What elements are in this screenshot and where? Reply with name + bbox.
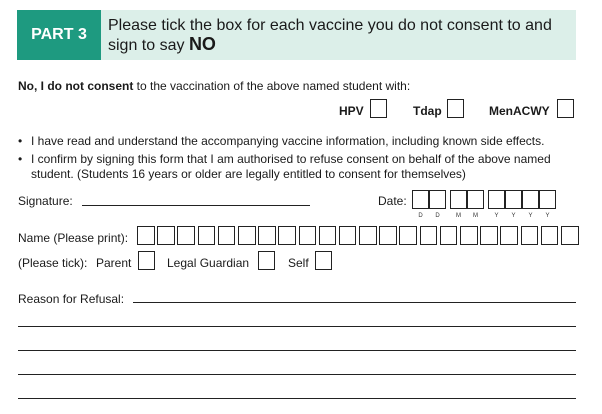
name-char-box[interactable] xyxy=(238,226,256,245)
signature-label: Signature: xyxy=(18,194,73,208)
consent-statement-bold: No, I do not consent xyxy=(18,79,134,93)
name-boxes xyxy=(137,226,579,245)
name-char-box[interactable] xyxy=(137,226,155,245)
name-char-box[interactable] xyxy=(480,226,498,245)
date-box[interactable] xyxy=(539,190,556,209)
date-format-letter: M xyxy=(456,213,461,219)
consent-statement-rest: to the vaccination of the above named student with: xyxy=(133,79,411,93)
name-char-box[interactable] xyxy=(440,226,458,245)
bullet-marker: • xyxy=(18,152,23,166)
signature-line[interactable] xyxy=(82,205,310,206)
date-box[interactable] xyxy=(412,190,429,209)
refusal-label: Reason for Refusal: xyxy=(18,292,125,306)
date-format-letter: Y xyxy=(528,213,533,219)
name-char-box[interactable] xyxy=(420,226,438,245)
date-box[interactable] xyxy=(467,190,484,209)
parent-checkbox[interactable] xyxy=(138,251,155,270)
part-header xyxy=(17,10,576,60)
part-label: PART 3 xyxy=(17,10,101,60)
name-char-box[interactable] xyxy=(339,226,357,245)
date-format-letter: M xyxy=(473,213,478,219)
legal-guardian-checkbox[interactable] xyxy=(258,251,275,270)
date-box[interactable] xyxy=(429,190,446,209)
date-box[interactable] xyxy=(450,190,467,209)
name-char-box[interactable] xyxy=(460,226,478,245)
refusal-line[interactable] xyxy=(18,326,576,327)
date-format-letter: Y xyxy=(545,213,550,219)
refusal-line[interactable] xyxy=(18,350,576,351)
name-char-box[interactable] xyxy=(258,226,276,245)
menacwy-checkbox[interactable] xyxy=(557,99,574,118)
date-box[interactable] xyxy=(522,190,539,209)
name-char-box[interactable] xyxy=(218,226,236,245)
option-label-parent: Parent xyxy=(96,256,132,270)
name-char-box[interactable] xyxy=(299,226,317,245)
date-format-letter: Y xyxy=(494,213,499,219)
vaccine-label-hpv: HPV xyxy=(339,104,364,118)
bullet-text-authority: I confirm by signing this form that I am authorised to refuse consent on behalf of the above named student. (Students 16 years or older are legally entitled to consent for themselves) xyxy=(31,152,551,181)
vaccine-label-menacwy: MenACWY xyxy=(489,104,550,118)
hpv-checkbox[interactable] xyxy=(370,99,387,118)
date-label: Date: xyxy=(378,194,407,208)
name-char-box[interactable] xyxy=(521,226,539,245)
header-instruction xyxy=(108,16,568,55)
date-format-letter: Y xyxy=(511,213,516,219)
name-char-box[interactable] xyxy=(319,226,337,245)
name-char-box[interactable] xyxy=(399,226,417,245)
bullet-marker: • xyxy=(18,134,23,148)
name-char-box[interactable] xyxy=(157,226,175,245)
bullet-text-information: I have read and understand the accompanying vaccine information, including known side effects. xyxy=(31,134,545,148)
self-checkbox[interactable] xyxy=(315,251,332,270)
option-label-self: Self xyxy=(288,256,309,270)
date-boxes xyxy=(412,190,556,209)
instruction-text: Please tick the box for each vaccine you do not consent to and sign to say xyxy=(108,17,552,54)
option-label-legal-guardian: Legal Guardian xyxy=(167,256,250,270)
name-char-box[interactable] xyxy=(359,226,377,245)
date-format-letter: D xyxy=(418,213,423,219)
refusal-line[interactable] xyxy=(18,398,576,399)
tdap-checkbox[interactable] xyxy=(447,99,464,118)
name-char-box[interactable] xyxy=(198,226,216,245)
name-char-box[interactable] xyxy=(500,226,518,245)
name-char-box[interactable] xyxy=(177,226,195,245)
refusal-line[interactable] xyxy=(133,302,576,303)
name-char-box[interactable] xyxy=(278,226,296,245)
name-char-box[interactable] xyxy=(541,226,559,245)
date-format-letter: D xyxy=(435,213,440,219)
instruction-emphasis: NO xyxy=(188,34,216,54)
vaccine-label-tdap: Tdap xyxy=(413,104,442,118)
date-box[interactable] xyxy=(488,190,505,209)
name-char-box[interactable] xyxy=(379,226,397,245)
refusal-line[interactable] xyxy=(18,374,576,375)
name-label: Name (Please print): xyxy=(18,231,129,245)
relationship-label: (Please tick): xyxy=(18,256,88,270)
consent-statement xyxy=(18,79,410,93)
date-box[interactable] xyxy=(505,190,522,209)
name-char-box[interactable] xyxy=(561,226,579,245)
